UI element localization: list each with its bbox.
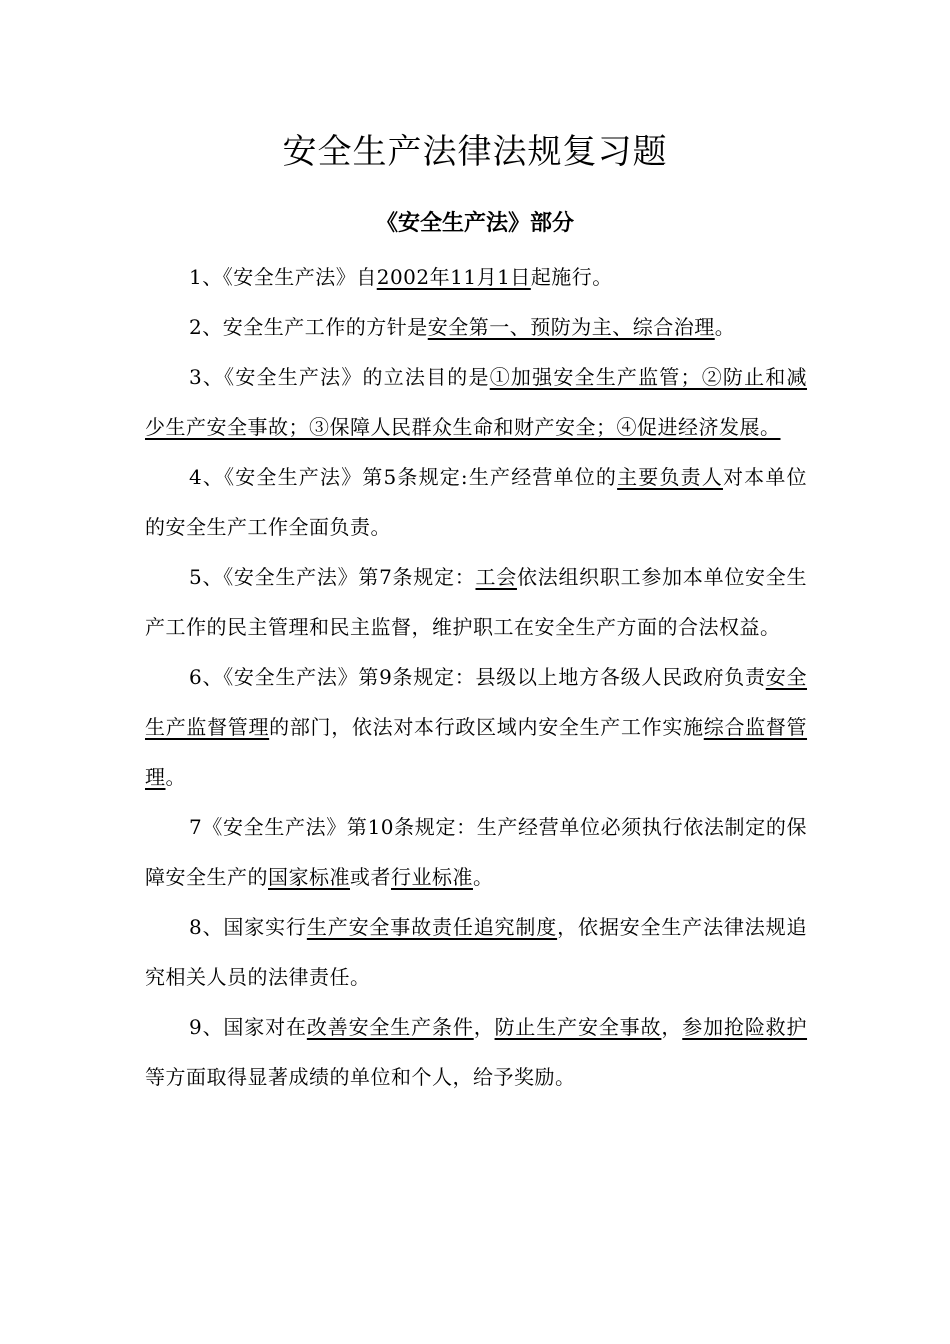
question-paragraph (145, 452, 807, 552)
answer-text: 主要负责人 (617, 465, 723, 489)
question-text: 4、《安全生产法》第5条规定:生产经营单位的 (189, 465, 618, 489)
answer-text: 工会 (475, 565, 517, 589)
question-paragraph (145, 802, 807, 902)
question-text: ， (473, 1015, 495, 1039)
question-text: 依法组织职工参加本单位安全生产工作的民主管理和民主监督，维护职工在安全生产方面的合法权益。 (145, 565, 808, 639)
answer-text: 防止生产安全事故 (494, 1015, 662, 1039)
question-text: ，依据安全生产法律法规追究相关人员的法律责任。 (145, 915, 808, 989)
question-paragraph (145, 1002, 807, 1102)
question-text: 。 (714, 315, 736, 339)
question-text: 起施行。 (530, 265, 613, 289)
answer-text: 综合监督管理 (145, 715, 808, 789)
question-text: 2、安全生产工作的方针是 (189, 315, 428, 339)
question-text: ， (661, 1015, 683, 1039)
question-paragraph (145, 252, 807, 302)
question-text: 6、《安全生产法》第9条规定：县级以上地方各级人民政府负责 (189, 665, 766, 689)
question-text: 7《安全生产法》第10条规定：生产经营单位必须执行依法制定的保障安全生产的 (145, 815, 807, 889)
question-paragraph (145, 302, 807, 352)
question-text: 3、《安全生产法》的立法目的是 (189, 365, 490, 389)
section-subtitle: 《安全生产法》部分 (375, 211, 574, 236)
answer-text: 参加抢险救护 (682, 1015, 808, 1039)
question-paragraph (145, 552, 807, 652)
page-title: 安全生产法律法规复习题 (282, 132, 668, 172)
question-text: 5、《安全生产法》第7条规定： (189, 565, 476, 589)
answer-text: 安全第一、预防为主、综合治理 (427, 315, 715, 339)
question-text: 或者 (350, 865, 391, 889)
question-text: 的部门，依法对本行政区域内安全生产工作实施 (269, 715, 704, 739)
answer-text: 生产安全事故责任追究制度 (306, 915, 558, 939)
answer-text: 国家标准 (268, 865, 350, 889)
answer-text: 安全生产监督管理 (145, 665, 808, 739)
question-paragraph (145, 352, 807, 452)
answer-text: ①加强安全生产监管；②防止和减少生产安全事故；③保障人民群众生命和财产安全；④促进经济发展。 (145, 365, 808, 439)
question-text: 。 (165, 765, 186, 789)
answer-text: 行业标准 (391, 865, 473, 889)
question-text: 1、《安全生产法》自 (189, 265, 377, 289)
question-paragraph (145, 652, 807, 802)
answer-text: 改善安全生产条件 (306, 1015, 474, 1039)
question-text: 对本单位的安全生产工作全面负责。 (145, 465, 808, 539)
question-text: 8、国家实行 (189, 915, 307, 939)
question-text: 9、国家对在 (189, 1015, 307, 1039)
question-paragraph (145, 902, 807, 1002)
document-body (145, 252, 807, 1102)
question-text: 。 (473, 865, 494, 889)
answer-text: 2002年11月1日 (376, 265, 531, 289)
question-text: 等方面取得显著成绩的单位和个人，给予奖励。 (145, 1065, 576, 1089)
